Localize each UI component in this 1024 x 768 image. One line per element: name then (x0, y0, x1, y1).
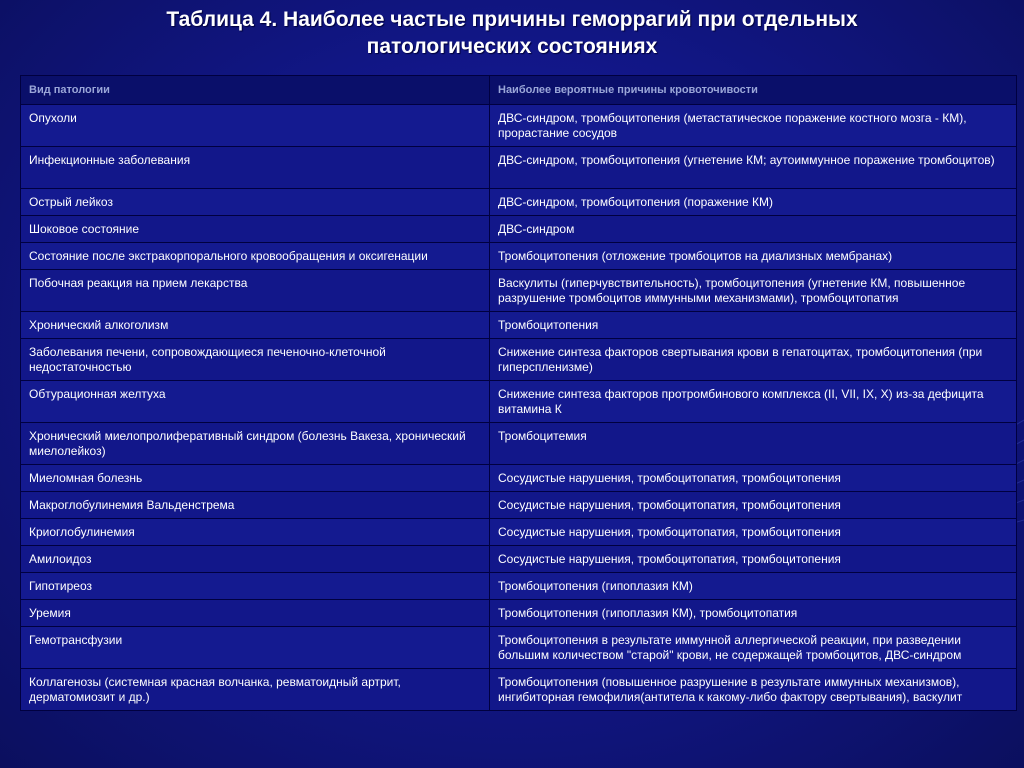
causes-cell: ДВС-синдром, тромбоцитопения (метастатическое поражение костного мозга - КМ), прорастание сосудов (490, 105, 1017, 147)
table-row (21, 573, 1017, 600)
pathology-cell: Инфекционные заболевания (21, 147, 490, 189)
table-row (21, 189, 1017, 216)
causes-cell: Сосудистые нарушения, тромбоцитопатия, тромбоцитопения (490, 492, 1017, 519)
table-row (21, 147, 1017, 189)
table-row (21, 243, 1017, 270)
header-causes: Наиболее вероятные причины кровоточивости (490, 76, 1017, 105)
causes-cell: Тромбоцитопения (гипоплазия КМ), тромбоцитопатия (490, 600, 1017, 627)
causes-cell: Тромбоцитопения (гипоплазия КМ) (490, 573, 1017, 600)
pathology-cell: Шоковое состояние (21, 216, 490, 243)
causes-cell: ДВС-синдром, тромбоцитопения (угнетение КМ; аутоиммунное поражение тромбоцитов) (490, 147, 1017, 189)
pathology-cell: Амилоидоз (21, 546, 490, 573)
table-row (21, 312, 1017, 339)
table-row (21, 339, 1017, 381)
pathology-cell: Опухоли (21, 105, 490, 147)
pathology-cell: Гемотрансфузии (21, 627, 490, 669)
pathology-cell: Обтурационная желтуха (21, 381, 490, 423)
slide-title (0, 6, 1024, 60)
pathology-cell: Коллагенозы (системная красная волчанка, ревматоидный артрит, дерматомиозит и др.) (21, 669, 490, 711)
table-row (21, 627, 1017, 669)
pathology-cell: Криоглобулинемия (21, 519, 490, 546)
pathology-cell: Заболевания печени, сопровождающиеся печеночно-клеточной недостаточностью (21, 339, 490, 381)
table-row (21, 492, 1017, 519)
table-row (21, 465, 1017, 492)
pathology-cell: Побочная реакция на прием лекарства (21, 270, 490, 312)
pathology-cell: Миеломная болезнь (21, 465, 490, 492)
table-row (21, 270, 1017, 312)
table-header-row (21, 76, 1017, 105)
table-row (21, 546, 1017, 573)
causes-cell: Снижение синтеза факторов протромбинового комплекса (II, VII, IX, X) из-за дефицита витамина К (490, 381, 1017, 423)
pathology-cell: Хронический алкоголизм (21, 312, 490, 339)
causes-cell: Тромбоцитопения (отложение тромбоцитов на диализных мембранах) (490, 243, 1017, 270)
table-row (21, 600, 1017, 627)
pathology-cell: Острый лейкоз (21, 189, 490, 216)
causes-cell: ДВС-синдром, тромбоцитопения (поражение КМ) (490, 189, 1017, 216)
pathology-cell: Гипотиреоз (21, 573, 490, 600)
causes-cell: Тромбоцитопения (490, 312, 1017, 339)
table-row (21, 423, 1017, 465)
table-row (21, 105, 1017, 147)
table-row (21, 669, 1017, 711)
causes-cell: Сосудистые нарушения, тромбоцитопатия, тромбоцитопения (490, 519, 1017, 546)
table-row (21, 216, 1017, 243)
header-pathology: Вид патологии (21, 76, 490, 105)
causes-table (20, 75, 1017, 711)
table-row (21, 381, 1017, 423)
causes-cell: Снижение синтеза факторов свертывания крови в гепатоцитах, тромбоцитопения (при гиперспленизме) (490, 339, 1017, 381)
causes-cell: Сосудистые нарушения, тромбоцитопатия, тромбоцитопения (490, 465, 1017, 492)
title-line-2: патологических состояниях (366, 35, 658, 58)
causes-cell: Сосудистые нарушения, тромбоцитопатия, тромбоцитопения (490, 546, 1017, 573)
pathology-cell: Макроглобулинемия Вальденстрема (21, 492, 490, 519)
causes-cell: ДВС-синдром (490, 216, 1017, 243)
title-line-1: Таблица 4. Наиболее частые причины геморрагий при отдельных (166, 8, 858, 31)
pathology-cell: Хронический миелопролиферативный синдром (болезнь Вакеза, хронический миелолейкоз) (21, 423, 490, 465)
pathology-cell: Уремия (21, 600, 490, 627)
table-row (21, 519, 1017, 546)
causes-cell: Васкулиты (гиперчувствительность), тромбоцитопения (угнетение КМ, повышенное разрушение тромбоцитов иммунными механизмами), тромбоцитопатия (490, 270, 1017, 312)
pathology-cell: Состояние после экстракорпорального кровообращения и оксигенации (21, 243, 490, 270)
causes-cell: Тромбоцитопения (повышенное разрушение в результате иммунных механизмов), ингибиторная гемофилия(антитела к какому-либо фактору свертывания), васкулит (490, 669, 1017, 711)
causes-cell: Тромбоцитопения в результате иммунной аллергической реакции, при разведении большим количеством "старой" крови, не содержащей тромбоцитов, ДВС-синдром (490, 627, 1017, 669)
causes-cell: Тромбоцитемия (490, 423, 1017, 465)
